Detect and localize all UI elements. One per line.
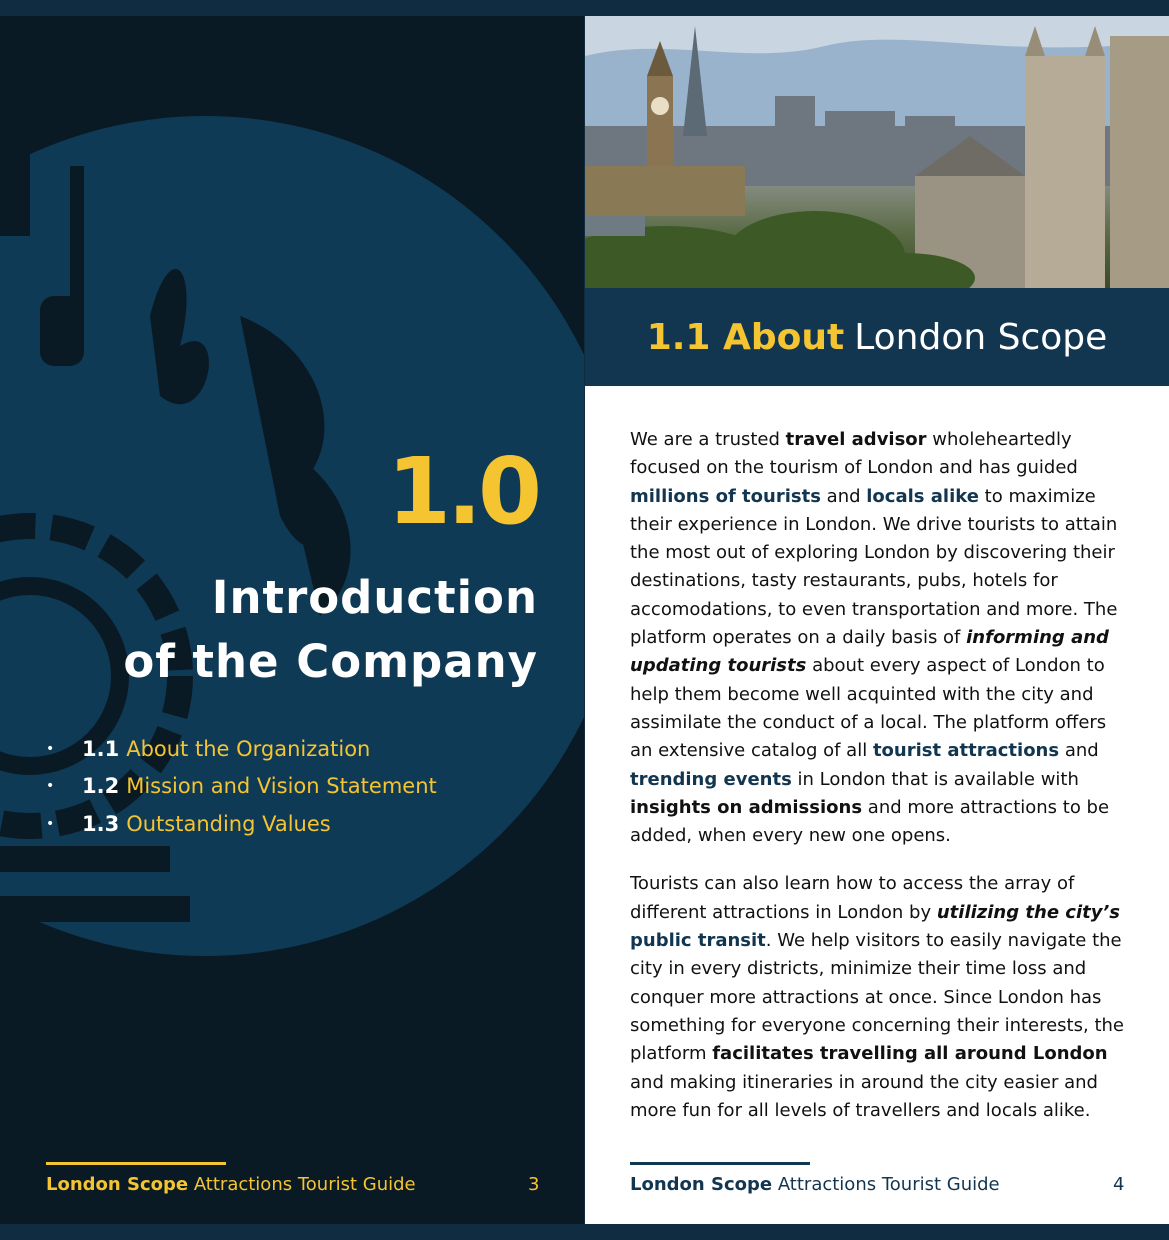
toc-item[interactable] xyxy=(46,805,437,843)
text-run: and xyxy=(820,485,867,507)
section-title: London Scope xyxy=(854,316,1108,358)
paragraph-2 xyxy=(630,870,1130,1125)
toc-item-number: 1.2 xyxy=(82,774,120,799)
emphasis-text: facilitates travelling all around London xyxy=(712,1043,1108,1065)
text-run: wholeheartedly focused on the tourism of London and has guided xyxy=(630,429,1078,479)
emphasis-text: insights on admissions xyxy=(630,796,863,818)
footer-title xyxy=(46,1174,416,1195)
chapter-title xyxy=(18,566,538,694)
bullet-icon: • xyxy=(46,778,55,795)
chapter-title-line1: Introduction xyxy=(211,571,538,624)
table-of-contents xyxy=(46,730,437,843)
footer-subtitle: Attractions Tourist Guide xyxy=(777,1174,1000,1195)
footer-subtitle: Attractions Tourist Guide xyxy=(193,1174,416,1195)
emphasis-text: millions of tourists xyxy=(630,485,821,507)
emphasis-text: travel advisor xyxy=(785,429,927,450)
emphasis-text: informing and updating tourists xyxy=(630,627,1109,677)
right-page xyxy=(585,16,1169,1224)
paragraph-1 xyxy=(630,426,1130,850)
bullet-icon: • xyxy=(46,815,55,832)
footer-brand: London Scope xyxy=(46,1174,189,1195)
chapter-title-line2: of the Company xyxy=(123,635,538,688)
toc-item-number: 1.1 xyxy=(82,736,120,761)
text-run: to maximize their experience in London. We drive tourists to attain the most out of exploring London by discovering their destinations, tasty restaurants, pubs, hotels for accomodations, to even transportation and more. The platform operates on a daily basis of xyxy=(630,485,1118,649)
toc-item-number: 1.3 xyxy=(82,811,120,836)
text-run: . We help visitors to easily navigate the city in every districts, minimize their time loss and conquer more attractions at once. Since London has something for everyone concerning their interests, the platform xyxy=(630,930,1124,1065)
toc-item[interactable] xyxy=(46,730,437,768)
toc-item[interactable] xyxy=(46,768,437,806)
toc-item-label: Outstanding Values xyxy=(126,811,331,836)
emphasis-text: locals alike xyxy=(866,485,979,507)
section-number-accent: 1.1 About xyxy=(646,316,845,358)
text-run: and making itineraries in around the city easier and more fun for all levels of travellers and locals alike. xyxy=(630,1071,1098,1121)
footer-brand: London Scope xyxy=(630,1174,773,1195)
toc-item-label: About the Organization xyxy=(126,736,371,761)
page-number: 4 xyxy=(1113,1174,1125,1195)
footer-rule xyxy=(46,1162,226,1165)
section-heading xyxy=(585,288,1169,386)
text-run: We are a trusted xyxy=(630,429,786,450)
toc-item-label: Mission and Vision Statement xyxy=(126,774,437,799)
text-run: about every aspect of London to help them become well acquinted with the city and assimilate the conduct of a local. The platform offers an extensive catalog of all xyxy=(630,655,1107,762)
chapter-number: 1.0 xyxy=(387,438,538,545)
text-run: Tourists can also learn how to access the array of different attractions in London by xyxy=(630,873,1075,923)
emphasis-text: public transit xyxy=(630,930,766,952)
emphasis-text: trending events xyxy=(630,768,792,790)
emphasis-text: utilizing the city’s xyxy=(936,901,1121,923)
text-run: in London that is available with xyxy=(791,768,1079,790)
body-text xyxy=(630,426,1130,1145)
text-run: and more attractions to be added, when every new one opens. xyxy=(630,796,1110,847)
emphasis-text: tourist attractions xyxy=(872,740,1060,762)
text-run: and xyxy=(1059,740,1099,762)
bullet-icon: • xyxy=(46,740,55,757)
page-number: 3 xyxy=(528,1174,540,1195)
footer-rule xyxy=(630,1162,810,1165)
footer-title xyxy=(630,1174,1000,1195)
london-skyline-photo xyxy=(585,16,1169,288)
left-page xyxy=(0,16,584,1224)
